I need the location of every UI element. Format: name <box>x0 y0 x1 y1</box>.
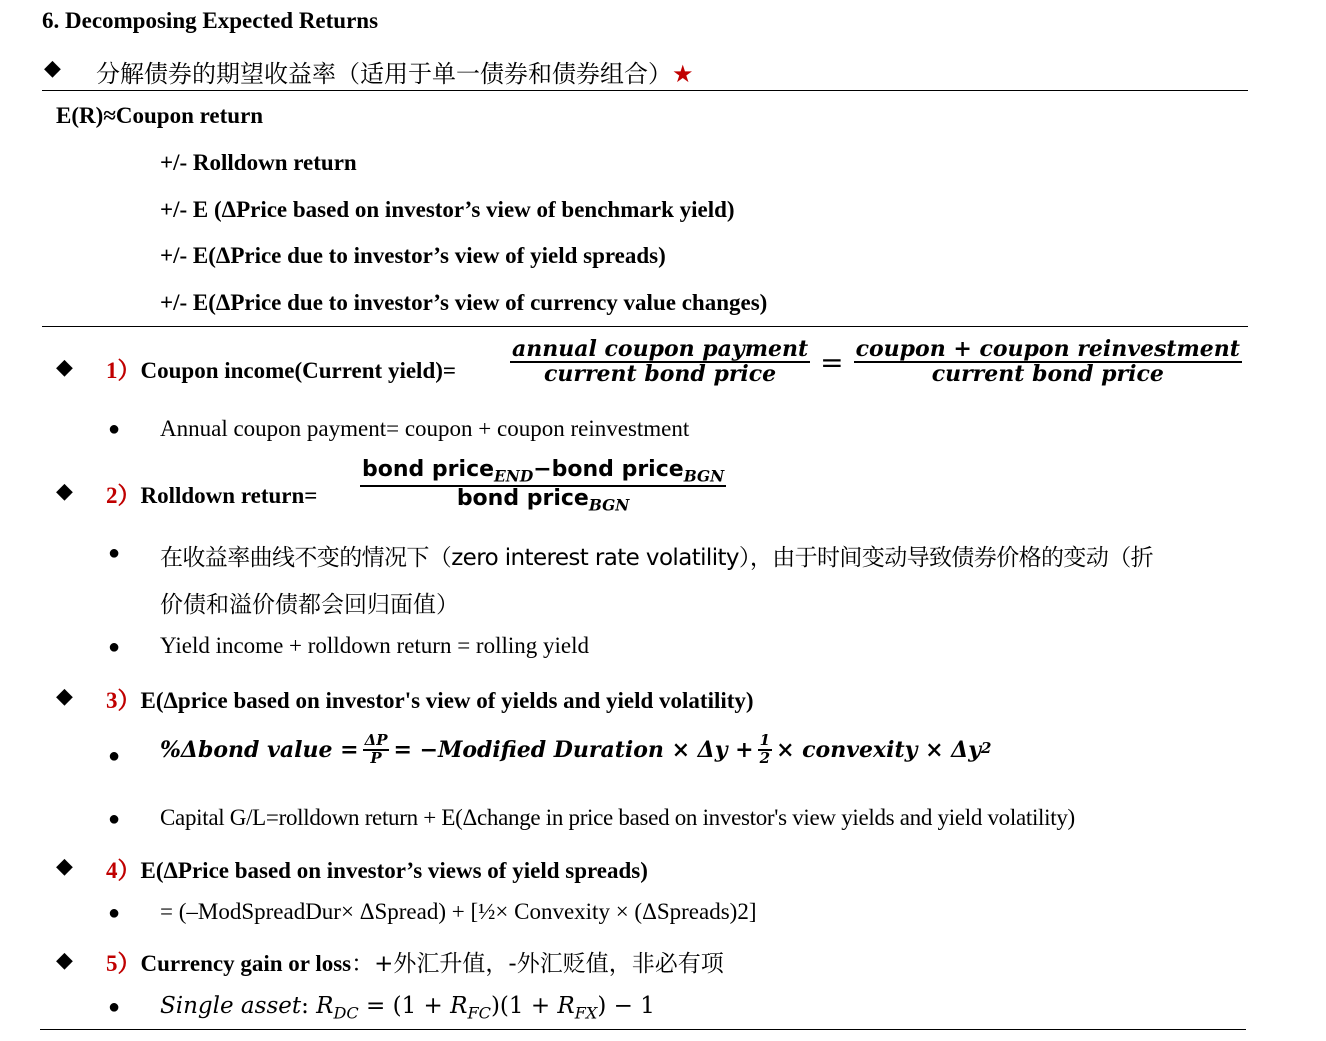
s2-dot-bullet-2: ● <box>108 636 121 658</box>
s2-den-sub: BGN <box>588 495 630 514</box>
s3-bullet-2: Capital G/L=rolldown return + E(Δchange in price based on investor's view yields and yield volatility) <box>160 805 1075 830</box>
s2-formula <box>360 458 726 513</box>
s1-frac1-numerator: annual coupon payment <box>512 336 809 362</box>
s3-exponent: 2 <box>981 739 992 757</box>
s5-r2: R <box>450 993 468 1019</box>
s2-numerator <box>360 458 726 487</box>
s2-number: 2） <box>106 483 141 508</box>
s5-b-colon: : <box>301 993 309 1019</box>
s5-sub-fc: FC <box>467 1003 491 1023</box>
s2-den-text: bond price <box>456 485 589 511</box>
s2-fraction <box>360 458 726 513</box>
s2-sub-bgn: BGN <box>683 467 725 486</box>
intro-label: 分解债券的期望收益率（适用于单一债券和债券组合） <box>96 60 672 88</box>
s5-mid: )(1 + <box>490 993 558 1019</box>
s5-sub-fx: FX <box>574 1003 598 1023</box>
s3-label: E(Δprice based on investor's view of yields and yield volatility) <box>140 688 754 713</box>
s5-r3: R <box>557 993 575 1019</box>
s3-half-fraction <box>758 733 772 767</box>
s2-denominator <box>455 487 632 514</box>
s2-num-a: bond price <box>362 457 495 482</box>
s5-b-label: Single asset <box>160 993 302 1019</box>
s3-number: 3） <box>106 688 141 713</box>
s2-heading <box>106 477 317 510</box>
s1-fraction-2 <box>854 338 1242 386</box>
s5-eq1: = (1 + <box>358 993 451 1019</box>
box-line-3: +/- E (ΔPrice based on investor’s view of benchmark yield) <box>160 197 735 222</box>
s4-diamond-bullet: ◆ <box>56 853 73 878</box>
s5-diamond-bullet: ◆ <box>56 947 73 972</box>
s5-bullet-1 <box>160 993 655 1023</box>
s3-middle: = −Modified Duration × Δy + <box>393 736 754 763</box>
s1-equals: = <box>820 345 844 379</box>
s5-label: Currency gain or loss <box>140 951 352 976</box>
box-line-2: +/- Rolldown return <box>160 150 357 175</box>
star-icon: ★ <box>672 60 694 88</box>
s3-dp-fraction <box>363 733 390 767</box>
s4-number: 4） <box>106 858 141 883</box>
s5-r1: R <box>316 993 334 1019</box>
s3-diamond-bullet: ◆ <box>56 683 73 708</box>
s5-end: ) − 1 <box>597 993 655 1019</box>
s3-heading <box>106 682 754 715</box>
s1-formula <box>510 338 1242 386</box>
box-line-1: E(R)≈Coupon return <box>56 103 264 128</box>
s3-dp-num: ΔP <box>364 731 388 749</box>
s3-formula <box>160 733 991 767</box>
s1-frac1-denominator: current bond price <box>543 361 777 388</box>
s2-sub-end: END <box>494 467 534 486</box>
s2-dot-bullet-1: ● <box>108 542 121 564</box>
s3-half-num: 1 <box>759 731 771 749</box>
s1-dot-bullet: ● <box>108 418 121 440</box>
intro-diamond-bullet: ◆ <box>44 55 61 80</box>
box-line-5: +/- E(ΔPrice due to investor’s view of currency value changes) <box>160 290 768 315</box>
s2-bullet-2: Yield income + rolldown return = rolling yield <box>160 633 590 658</box>
s5-rest: ：+外汇升值，-外汇贬值，非必有项 <box>351 951 724 977</box>
s3-half-den: 2 <box>759 748 771 767</box>
s1-number: 1） <box>106 358 141 383</box>
bottom-rule <box>40 1029 1246 1030</box>
s4-bullet-1: = (–ModSpreadDur× ΔSpread) + [½× Convexity × (ΔSpreads)2] <box>160 899 757 924</box>
s3-dot-bullet-2: ● <box>108 808 121 830</box>
s2-minus: − <box>533 457 552 482</box>
s5-dot-bullet: ● <box>108 996 121 1018</box>
box-line-4: +/- E(ΔPrice due to investor’s view of yield spreads) <box>160 243 666 268</box>
intro-text <box>96 54 694 89</box>
s3-dp-den: P <box>370 748 382 767</box>
s3-tail: × convexity × Δy <box>776 736 982 763</box>
s2-bullet-1-line-2: 价债和溢价债都会回归面值） <box>160 592 459 618</box>
s1-bullet-1: Annual coupon payment= coupon + coupon reinvestment <box>160 416 690 441</box>
s1-frac2-numerator: coupon + coupon reinvestment <box>855 336 1240 362</box>
s3-dot-bullet-1: ● <box>108 745 121 767</box>
s2-bullet-1-line-1: 在收益率曲线不变的情况下（zero interest rate volatility），由于时间变动导致债券价格的变动（折 <box>160 545 1154 571</box>
s1-fraction-1 <box>510 338 810 386</box>
s1-label: Coupon income(Current yield)= <box>140 358 457 383</box>
s5-sub-dc: DC <box>333 1003 359 1023</box>
box-top-rule <box>42 90 1248 91</box>
box-bottom-rule <box>42 326 1248 327</box>
s4-label: E(ΔPrice based on investor’s views of yield spreads) <box>140 858 648 883</box>
s1-frac2-denominator: current bond price <box>931 361 1164 388</box>
s2-num-b: bond price <box>551 457 684 482</box>
s4-dot-bullet: ● <box>108 902 121 924</box>
s2-label: Rolldown return= <box>140 483 318 508</box>
s1-diamond-bullet: ◆ <box>56 354 73 379</box>
s1-heading <box>106 352 456 385</box>
s3-lhs: %Δbond value = <box>160 736 359 763</box>
s5-heading <box>106 945 724 978</box>
s2-diamond-bullet: ◆ <box>56 478 73 503</box>
s4-heading <box>106 852 648 885</box>
section-heading: 6. Decomposing Expected Returns <box>42 8 379 33</box>
s5-number: 5） <box>106 951 141 976</box>
